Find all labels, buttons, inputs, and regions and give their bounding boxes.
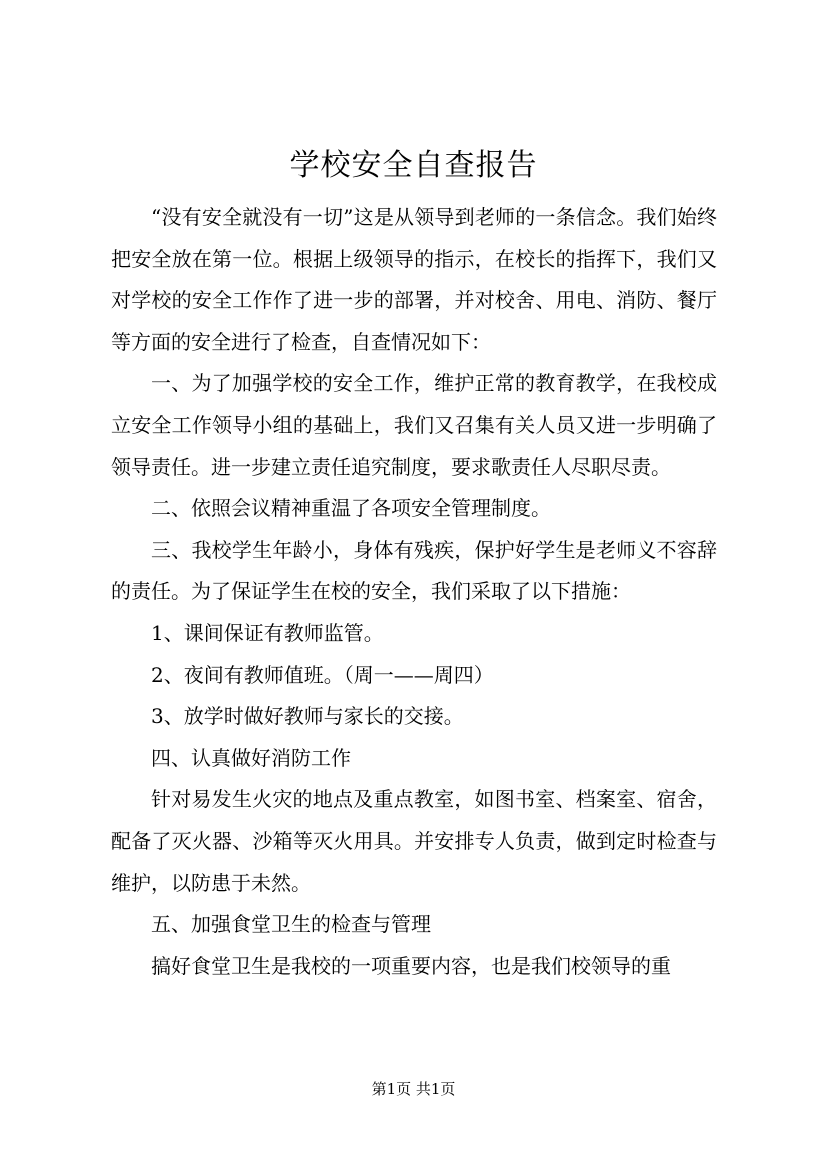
paragraph: 五、加强食堂卫生的检查与管理 [151,912,431,937]
paragraph: 二、依照会议精神重温了各项安全管理制度。 [151,496,551,521]
document-title: 学校安全自查报告 [289,148,538,183]
page-footer: 第1页 共1页 [371,1080,456,1098]
paragraph: 四、认真做好消防工作 [151,745,351,770]
paragraph: 三、我校学生年龄小，身体有残疾，保护好学生是老师义不容辞的责任。为了保证学生在校的安全，我们采取了以下措施： [111,537,717,604]
paragraph: 针对易发生火灾的地点及重点教室，如图书室、档案室、宿舍，配备了灭火器、沙箱等灭火用具。并安排专人负责，做到定时检查与维护，以防患于未然。 [111,787,717,895]
paragraph: 搞好食堂卫生是我校的一项重要内容，也是我们校领导的重 [151,953,671,978]
document-body [111,197,717,987]
paragraph: 一、为了加强学校的安全工作，维护正常的教育教学，在我校成立安全工作领导小组的基础上，我们又召集有关人员又进一步明确了领导责任。进一步建立责任追究制度，要求歌责任人尽职尽责。 [111,371,717,479]
paragraph: “没有安全就没有一切”这是从领导到老师的一条信念。我们始终把安全放在第一位。根据上级领导的指示，在校长的指挥下，我们又对学校的安全工作作了进一步的部署，并对校舍、用电、消防、餐厅等方面的安全进行了检查，自查情况如下： [111,205,717,354]
paragraph: 1、课间保证有教师监管。 [151,620,384,645]
paragraph: 2、夜间有教师值班。（周一——周四） [151,662,494,687]
paragraph: 3、放学时做好教师与家长的交接。 [151,704,464,729]
